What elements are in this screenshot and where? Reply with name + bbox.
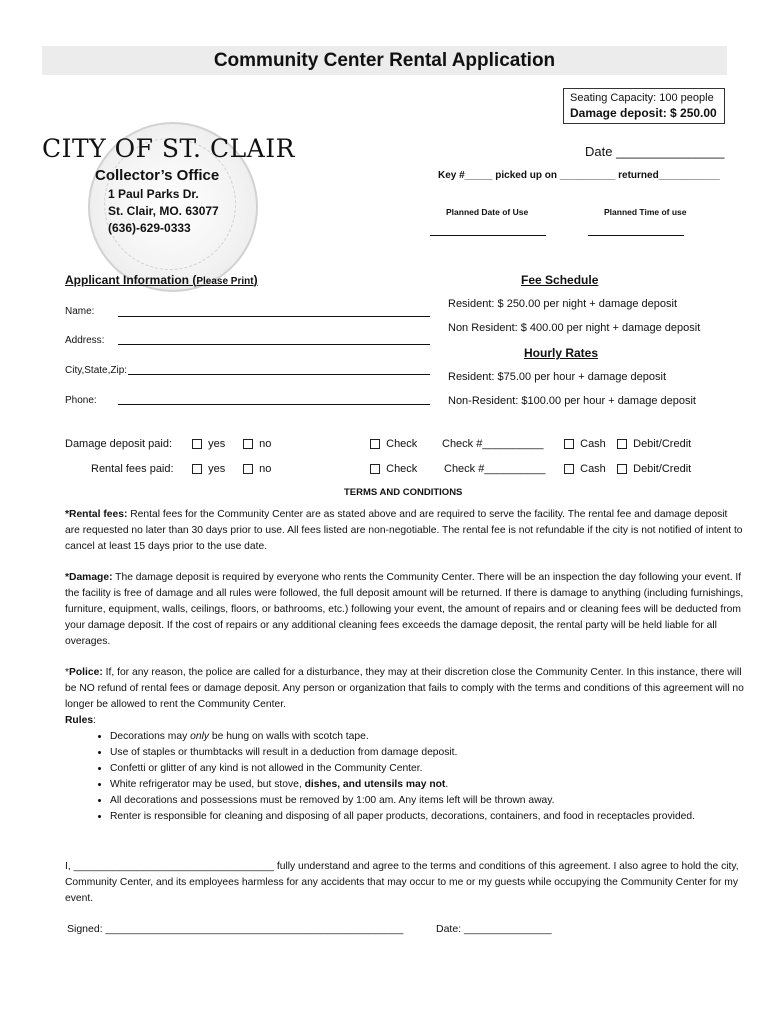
checkbox-icon[interactable] [192,464,202,474]
deposit-check-option[interactable]: Check [370,438,417,450]
fee-non-resident: Non Resident: $ 400.00 per night + damage deposit [448,322,701,334]
hourly-non-resident: Non-Resident: $100.00 per hour + damage deposit [448,395,696,407]
planned-date-label: Planned Date of Use [446,207,529,217]
office-city-state-zip: St. Clair, MO. 63077 [108,204,219,218]
phone-label: Phone: [65,395,97,406]
checkbox-icon[interactable] [564,439,574,449]
fees-yes-option[interactable]: yes [192,463,225,475]
office-street: 1 Paul Parks Dr. [108,187,199,201]
rule-item: • Confetti or glitter of any kind is not allowed in the Community Center. [110,761,770,777]
fees-no-option[interactable]: no [243,463,271,475]
fee-resident: Resident: $ 250.00 per night + damage deposit [448,298,678,310]
office-phone: (636)-629-0333 [108,221,191,235]
planned-time-label: Planned Time of use [604,207,687,217]
agreement-paragraph[interactable]: I, ___________________________________ fully understand and agree to the terms and conditions of this agreement. I also agree to hold the city, Community Center, and its employees harmless for any accidents that may occur to me or my guests while occupying the Community Center for my event. [65,861,739,904]
deposit-debit-option[interactable]: Debit/Credit [617,438,691,450]
name-input[interactable] [118,316,430,317]
checkbox-icon[interactable] [564,464,574,474]
deposit-no-option[interactable]: no [243,438,271,450]
deposit-paid-label: Damage deposit paid: [65,438,173,450]
hourly-resident: Resident: $75.00 per hour + damage deposit [448,371,667,383]
name-label: Name: [65,306,95,317]
fees-debit-option[interactable]: Debit/Credit [617,463,691,475]
city-name: CITY OF ST. CLAIR [42,134,295,163]
seating-capacity: Seating Capacity: 100 people [570,92,714,104]
signature-field[interactable]: Signed: ___________________________________________________ [67,923,404,935]
rule-item: • Use of staples or thumbtacks will result in a deduction from damage deposit. [110,745,770,761]
planned-date-input[interactable] [430,235,546,236]
applicant-section-title: Applicant Information (Please Print) [65,273,258,287]
phone-input[interactable] [118,404,430,405]
rule-item: • Renter is responsible for cleaning and disposing of all paper products, decorations, containers, and food in receptacles provided. [110,809,770,825]
fees-paid-label: Rental fees paid: [91,463,174,475]
checkbox-icon[interactable] [617,464,627,474]
rental-fees-paragraph: *Rental fees: Rental fees for the Community Center are as stated above and are required to serve the facility. The rental fee and damage deposit are requested no later than 30 days prior to use. All fees listed are non-negotiable. The rental fee is not refundable if the city is not notified of intent to cancel at least 15 days prior to the use date. [65,509,743,552]
page-title: Community Center Rental Application [213,50,556,71]
rules-list [88,729,770,825]
city-state-zip-label: City,State,Zip: [65,365,128,376]
fees-check-option[interactable]: Check [370,463,417,475]
checkbox-icon[interactable] [192,439,202,449]
checkbox-icon[interactable] [617,439,627,449]
fees-cash-option[interactable]: Cash [564,463,606,475]
fee-schedule-title: Fee Schedule [521,273,599,287]
deposit-check-number[interactable]: Check #__________ [442,438,544,450]
deposit-yes-option[interactable]: yes [192,438,225,450]
terms-heading: TERMS AND CONDITIONS [344,487,463,498]
rule-item: • All decorations and possessions must be removed by 1:00 am. Any items left will be thrown away. [110,793,770,809]
rule-item: • Decorations may only be hung on walls with scotch tape. [110,729,770,745]
fees-check-number[interactable]: Check #__________ [444,463,546,475]
deposit-cash-option[interactable]: Cash [564,438,606,450]
checkbox-icon[interactable] [370,439,380,449]
checkbox-icon[interactable] [370,464,380,474]
police-paragraph: *Police: If, for any reason, the police are called for a disturbance, they may at their discretion close the Community Center. In this instance, there will be NO refund of rental fees or damage deposit. Any person or organization that fails to comply with the terms and conditions of this agreement will no longer be allowed to rent the Community Center. [65,667,744,710]
date-field[interactable]: Date _______________ [585,144,725,159]
key-pickup-field[interactable]: Key #_____ picked up on __________ returned___________ [438,170,720,181]
damage-deposit-amount: Damage deposit: $ 250.00 [570,106,717,120]
address-label: Address: [65,335,105,346]
address-input[interactable] [118,344,430,345]
rule-item: • White refrigerator may be used, but stove, dishes, and utensils may not. [110,777,770,793]
damage-paragraph: *Damage: The damage deposit is required by everyone who rents the Community Center. There will be an inspection the day following your event. If the facility is free of damage and all rules were followed, the full deposit amount will be returned. If there is damage to anything (including furnishings, furniture, equipment, walls, ceilings, floors, or bathrooms, etc.) following your event, the amount of repairs and or cleaning fees will be deducted from your damage deposit. If the cost of repairs or any additional cleaning fees exceeds the damage deposit, the rental party will be held liable for all overages. [65,572,744,647]
rules-label: Rules: [65,715,96,726]
office-name: Collector’s Office [95,167,220,184]
planned-time-input[interactable] [588,235,684,236]
checkbox-icon[interactable] [243,439,253,449]
hourly-rates-title: Hourly Rates [524,346,599,360]
checkbox-icon[interactable] [243,464,253,474]
signature-date-field[interactable]: Date: _______________ [436,923,552,935]
city-state-zip-input[interactable] [128,374,430,375]
